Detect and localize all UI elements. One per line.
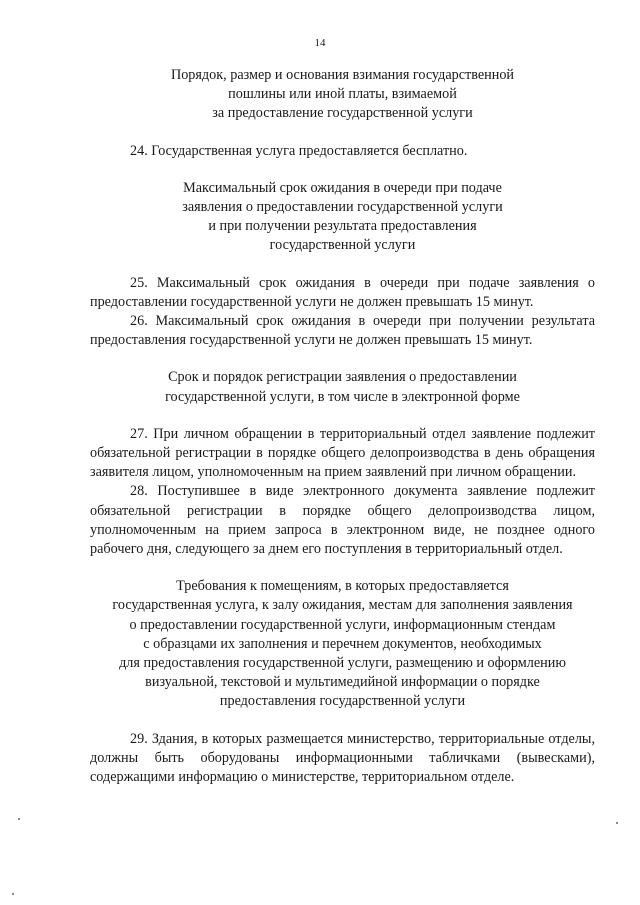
section-heading-premises — [90, 577, 595, 711]
heading-line: с образцами их заполнения и перечнем документов, необходимых — [143, 635, 542, 652]
heading-line: и при получении результата предоставления — [208, 218, 477, 235]
heading-line: пошлины или иной платы, взимаемой — [228, 86, 457, 103]
section-heading-queue-time — [90, 179, 595, 256]
heading-line: заявления о предоставлении государственной услуги — [182, 199, 503, 216]
paragraph-29: 29. Здания, в которых размещается министерство, территориальные отделы, должны быть оборудованы информационными табличками (вывесками), содержащими информацию о министерстве, территориальном отделе. — [90, 730, 595, 786]
paragraph-26: 26. Максимальный срок ожидания в очереди при получении результата предоставления государственной услуги не должен превышать 15 минут. — [90, 313, 595, 349]
heading-line: государственной услуги, в том числе в электронной форме — [165, 388, 520, 405]
section-heading-registration — [90, 368, 595, 406]
heading-line: государственной услуги — [269, 237, 416, 254]
scan-speck — [12, 893, 14, 895]
paragraph-25: 25. Максимальный срок ожидания в очереди при подаче заявления о предоставлении государственной услуги не должен превышать 15 минут. — [90, 274, 595, 310]
scan-speck — [616, 822, 618, 824]
heading-line: Требования к помещениям, в которых предоставляется — [176, 578, 509, 595]
heading-line: Максимальный срок ожидания в очереди при подаче — [183, 179, 502, 196]
heading-line: Срок и порядок регистрации заявления о предоставлении — [168, 369, 517, 386]
heading-line: Порядок, размер и основания взимания государственной — [170, 67, 515, 83]
scan-speck — [18, 818, 20, 820]
heading-line: предоставления государственной услуги — [219, 693, 466, 710]
heading-line: государственная услуга, к залу ожидания, местам для заполнения заявления — [112, 597, 573, 614]
paragraph-24: 24. Государственная услуга предоставляется бесплатно. — [130, 142, 468, 159]
section-heading-fee — [90, 66, 595, 124]
heading-line: для предоставления государственной услуги, размещению и оформлению — [119, 655, 566, 672]
paragraph-28: 28. Поступившее в виде электронного документа заявление подлежит обязательной регистрации в порядке общего делопроизводства лицом, уполномоченным на прием запроса в электронном виде, не позднее одного рабочего дня, следующего за днем его поступления в территориальный отдел. — [90, 483, 595, 558]
paragraph-27: 27. При личном обращении в территориальный отдел заявление подлежит обязательной регистрации в порядке общего делопроизводства в день обращения заявителя лицом, уполномоченным на прием заявлений при личном обращении. — [90, 425, 595, 481]
heading-line: за предоставление государственной услуги — [212, 105, 473, 122]
document-body — [90, 66, 595, 787]
page-number: 14 — [314, 37, 326, 49]
heading-line: о предоставлении государственной услуги, информационным стендам — [129, 616, 556, 633]
heading-line: визуальной, текстовой и мультимедийной информации о порядке — [145, 674, 540, 691]
